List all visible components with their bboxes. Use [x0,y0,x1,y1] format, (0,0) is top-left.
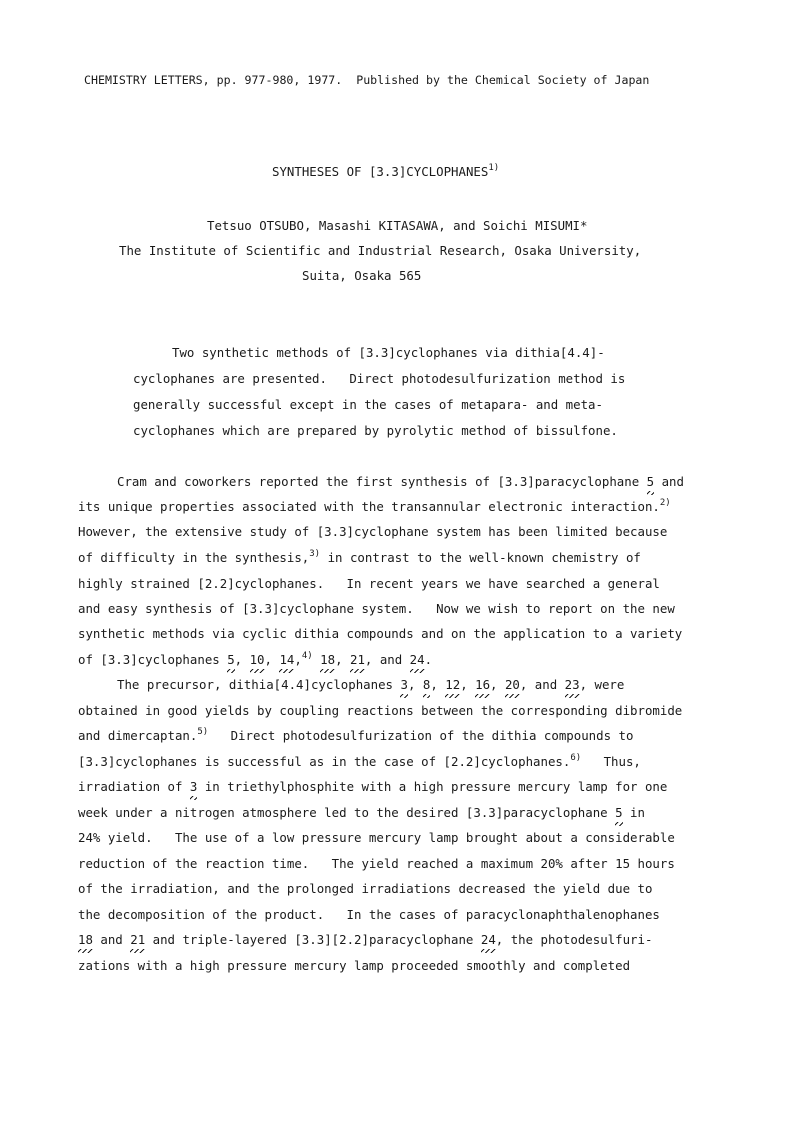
compound-ref: 5 [227,652,235,667]
author-list: Tetsuo OTSUBO, Masashi KITASAWA, and Soichi MISUMI* [207,218,588,233]
body-line-7: synthetic methods via cyclic dithia compounds and on the application to a variety [78,626,683,641]
body-line-2: its unique properties associated with the transannular electronic interaction.$^{2)}$ [78,498,671,514]
abstract-line-2: cyclophanes are presented. Direct photodesulfurization method is [133,371,626,386]
body-line-1: Cram and coworkers reported the first synthesis of [3.3]paracyclophane 5 and [117,474,684,489]
compound-ref: 18 [78,932,93,947]
footnote-ref: 3) [309,549,321,559]
compound-ref: 21 [349,652,365,667]
compound-ref: 21 [130,932,146,947]
body-line-12: [3.3]cyclophanes is successful as in the case of [2.2]cyclophanes.$^{6)}$ Thus, [78,753,641,769]
footnote-ref: 5) [197,727,209,737]
body-line-11: and dimercaptan.$^{5)}$ Direct photodesulfurization of the dithia compounds to [78,727,634,743]
body-line-4: of difficulty in the synthesis,$^{3)}$ in contrast to the well-known chemistry of [78,549,641,565]
body-line-14: week under a nitrogen atmosphere led to the desired [3.3]paracyclophane 5 in [78,805,645,820]
affiliation-line-2: Suita, Osaka 565 [302,268,422,283]
compound-ref: 18 [320,652,336,667]
body-line-16: reduction of the reaction time. The yield reached a maximum 20% after 15 hours [78,856,675,871]
body-line-18: the decomposition of the product. In the cases of paracyclonaphthalenophanes [78,907,660,922]
body-line-15: 24% yield. The use of a low pressure mercury lamp brought about a considerable [78,830,675,845]
body-line-6: and easy synthesis of [3.3]cyclophane system. Now we wish to report on the new [78,601,675,616]
compound-ref: 24 [409,652,425,667]
running-header: CHEMISTRY LETTERS, pp. 977-980, 1977. Published by the Chemical Society of Japan [84,73,650,87]
compound-ref: 3 [189,779,198,794]
compound-ref: 10 [249,652,265,667]
compound-ref-5: 5 [646,474,655,489]
paper-title [272,164,499,180]
abstract-line-3: generally successful except in the cases of metapara- and meta- [133,397,603,412]
body-line-20: zations with a high pressure mercury lamp proceeded smoothly and completed [78,958,631,973]
body-line-10: obtained in good yields by coupling reactions between the corresponding dibromide [78,703,683,718]
compound-ref: 24 [480,932,496,947]
compound-ref: 20 [504,677,520,692]
body-line-19: 18 and 21 and triple-layered [3.3][2.2]paracyclophane 24, the photodesulfuri- [78,932,653,947]
body-line-17: of the irradiation, and the prolonged irradiations decreased the yield due to [78,881,653,896]
compound-ref: 23 [564,677,580,692]
body-line-5: highly strained [2.2]cyclophanes. In recent years we have searched a general [78,576,660,591]
compound-ref: 16 [475,677,491,692]
affiliation-line-1: The Institute of Scientific and Industrial Research, Osaka University, [119,243,642,258]
compound-ref: 3 [400,677,408,692]
footnote-ref: 2) [659,498,671,508]
title-text: SYNTHESES OF [3.3]CYCLOPHANES [272,164,489,179]
title-footnote-ref: 1) [488,163,500,173]
compound-ref: 8 [422,677,431,692]
compound-ref: 12 [445,677,461,692]
body-line-13: irradiation of 3 in triethylphosphite with a high pressure mercury lamp for one [78,779,668,794]
footnote-ref: 6) [570,753,582,763]
body-line-8: of [3.3]cyclophanes 5, 10, 14,$^{4)}$ 18, 21, and 24. [78,651,433,667]
abstract-line-4: cyclophanes which are prepared by pyrolytic method of bissulfone. [133,423,618,438]
compound-ref: 5 [615,805,623,820]
body-line-9: The precursor, dithia[4.4]cyclophanes 3, 8, 12, 16, 20, and 23, were [117,677,625,692]
abstract-line-1: Two synthetic methods of [3.3]cyclophanes via dithia[4.4]- [172,345,605,360]
compound-ref: 14 [279,652,295,667]
body-line-3: However, the extensive study of [3.3]cyclophane system has been limited because [78,524,668,539]
footnote-ref: 4) [301,651,313,661]
